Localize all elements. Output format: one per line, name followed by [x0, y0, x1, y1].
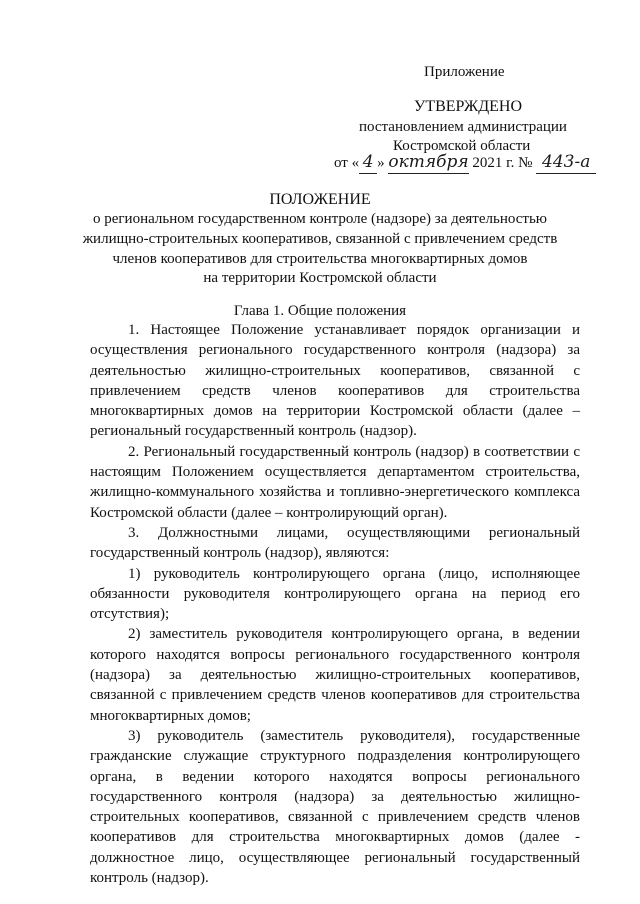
paragraph-2: 2. Региональный государственный контроль (надзор) в соответствии с настоящим Положением осуществляется департаментом строительства, жилищно-коммунального хозяйства и топливно-энергетического комплекса Костромской области (далее – контролирующий орган). [90, 443, 580, 521]
date-day: 4 [359, 151, 377, 174]
subtitle-line-4: на территории Костромской области [203, 270, 437, 286]
chapter-heading: Глава 1. Общие положения [233, 303, 407, 319]
document-title: ПОЛОЖЕНИЕ [269, 191, 371, 208]
paragraph-3: 3. Должностными лицами, осуществляющими региональный государственный контроль (надзор), являются: [90, 524, 580, 562]
date-month: октября [388, 152, 469, 172]
date-mid: » [377, 155, 385, 171]
subtitle-line-1: о региональном государственном контроле (надзоре) за деятельностью [93, 211, 547, 227]
approval-line-2: Костромской области [393, 138, 531, 154]
document-number: 443-а [536, 151, 596, 174]
list-item-1: 1) руководитель контролирующего органа (лицо, исполняющее обязанности руководителя контролирующего органа на период его отсутствия); [90, 565, 580, 623]
list-item-2: 2) заместитель руководителя контролирующего органа, в ведении которого находятся вопросы регионального государственного контроля (надзора) за деятельностью жилищно-строительных кооперативов, связанной с привлечением средств членов кооперативов для строительства многоквартирных домов; [90, 626, 580, 724]
approval-title: УТВЕРЖДЕНО [414, 98, 523, 115]
appendix-label: Приложение [424, 64, 505, 80]
approval-date-line [334, 151, 596, 174]
approval-line-1: постановлением администрации [359, 119, 567, 135]
subtitle-line-3: членов кооперативов для строительства многоквартирных домов [112, 251, 528, 267]
date-year: 2021 г. № [472, 155, 533, 171]
paragraph-1: 1. Настоящее Положение устанавливает порядок организации и осуществления регионального государственного контроля (надзора) за деятельностью жилищно-строительных кооперативов, связанной с привлечением средств членов кооперативов для строительства многоквартирных домов на территории Костромской области (далее – региональный государственный контроль (надзор). [90, 322, 580, 440]
list-item-3: 3) руководитель (заместитель руководителя), государственные гражданские служащие структурного подразделения контролирующего органа, в ведении которого находятся вопросы регионального государственного контроля (надзора) за деятельностью жилищно-строительных кооперативов, связанной с привлечением средств членов кооперативов для строительства многоквартирных домов (далее - должностное лицо, осуществляющее региональный государственный контроль (надзор). [90, 727, 580, 887]
document-body [90, 320, 580, 888]
date-prefix: от « [334, 155, 360, 171]
subtitle-line-2: жилищно-строительных кооперативов, связанной с привлечением средств [82, 231, 558, 247]
